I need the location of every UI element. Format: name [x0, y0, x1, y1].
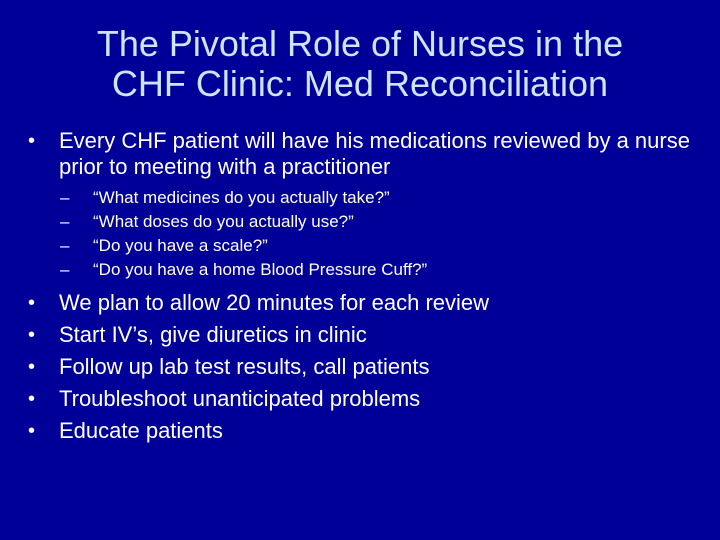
bullet-item [28, 290, 700, 316]
bullet-text: Follow up lab test results, call patients [59, 354, 430, 379]
dash-icon: – [60, 188, 70, 207]
sub-bullet-item [28, 234, 700, 258]
bullet-text: Start IV’s, give diuretics in clinic [59, 322, 367, 347]
bullet-text: Troubleshoot unanticipated problems [59, 386, 421, 411]
sub-bullet-text: “Do you have a scale?” [93, 236, 268, 255]
sub-bullet-item [28, 210, 700, 234]
bullet-icon: • [28, 292, 36, 314]
sub-bullet-text: “What doses do you actually use?” [93, 212, 354, 231]
bullet-item [28, 418, 700, 444]
sub-bullet-item [28, 186, 700, 210]
sub-bullet-text: “What medicines do you actually take?” [93, 188, 390, 207]
bullet-icon: • [28, 420, 36, 442]
bullet-item [28, 322, 700, 348]
sub-bullet-list [28, 186, 700, 282]
slide-body [28, 128, 700, 450]
bullet-item [28, 386, 700, 412]
bullet-icon: • [28, 324, 36, 346]
bullet-icon: • [28, 388, 36, 410]
bullet-icon: • [28, 130, 36, 152]
bullet-icon: • [28, 356, 36, 378]
bullet-text: Educate patients [59, 418, 223, 443]
bullet-text: Every CHF patient will have his medications reviewed by a nurse prior to meeting with a practitioner [59, 128, 690, 179]
slide-title [40, 24, 680, 104]
bullet-text: We plan to allow 20 minutes for each review [59, 290, 490, 315]
title-line: The Pivotal Role of Nurses in the [96, 23, 624, 64]
title-line: CHF Clinic: Med Reconciliation [111, 63, 609, 104]
bullet-item [28, 354, 700, 380]
sub-bullet-item [28, 258, 700, 282]
sub-bullet-text: “Do you have a home Blood Pressure Cuff?” [93, 260, 428, 279]
dash-icon: – [60, 260, 70, 279]
bullet-item [28, 128, 700, 180]
dash-icon: – [60, 212, 70, 231]
dash-icon: – [60, 236, 70, 255]
